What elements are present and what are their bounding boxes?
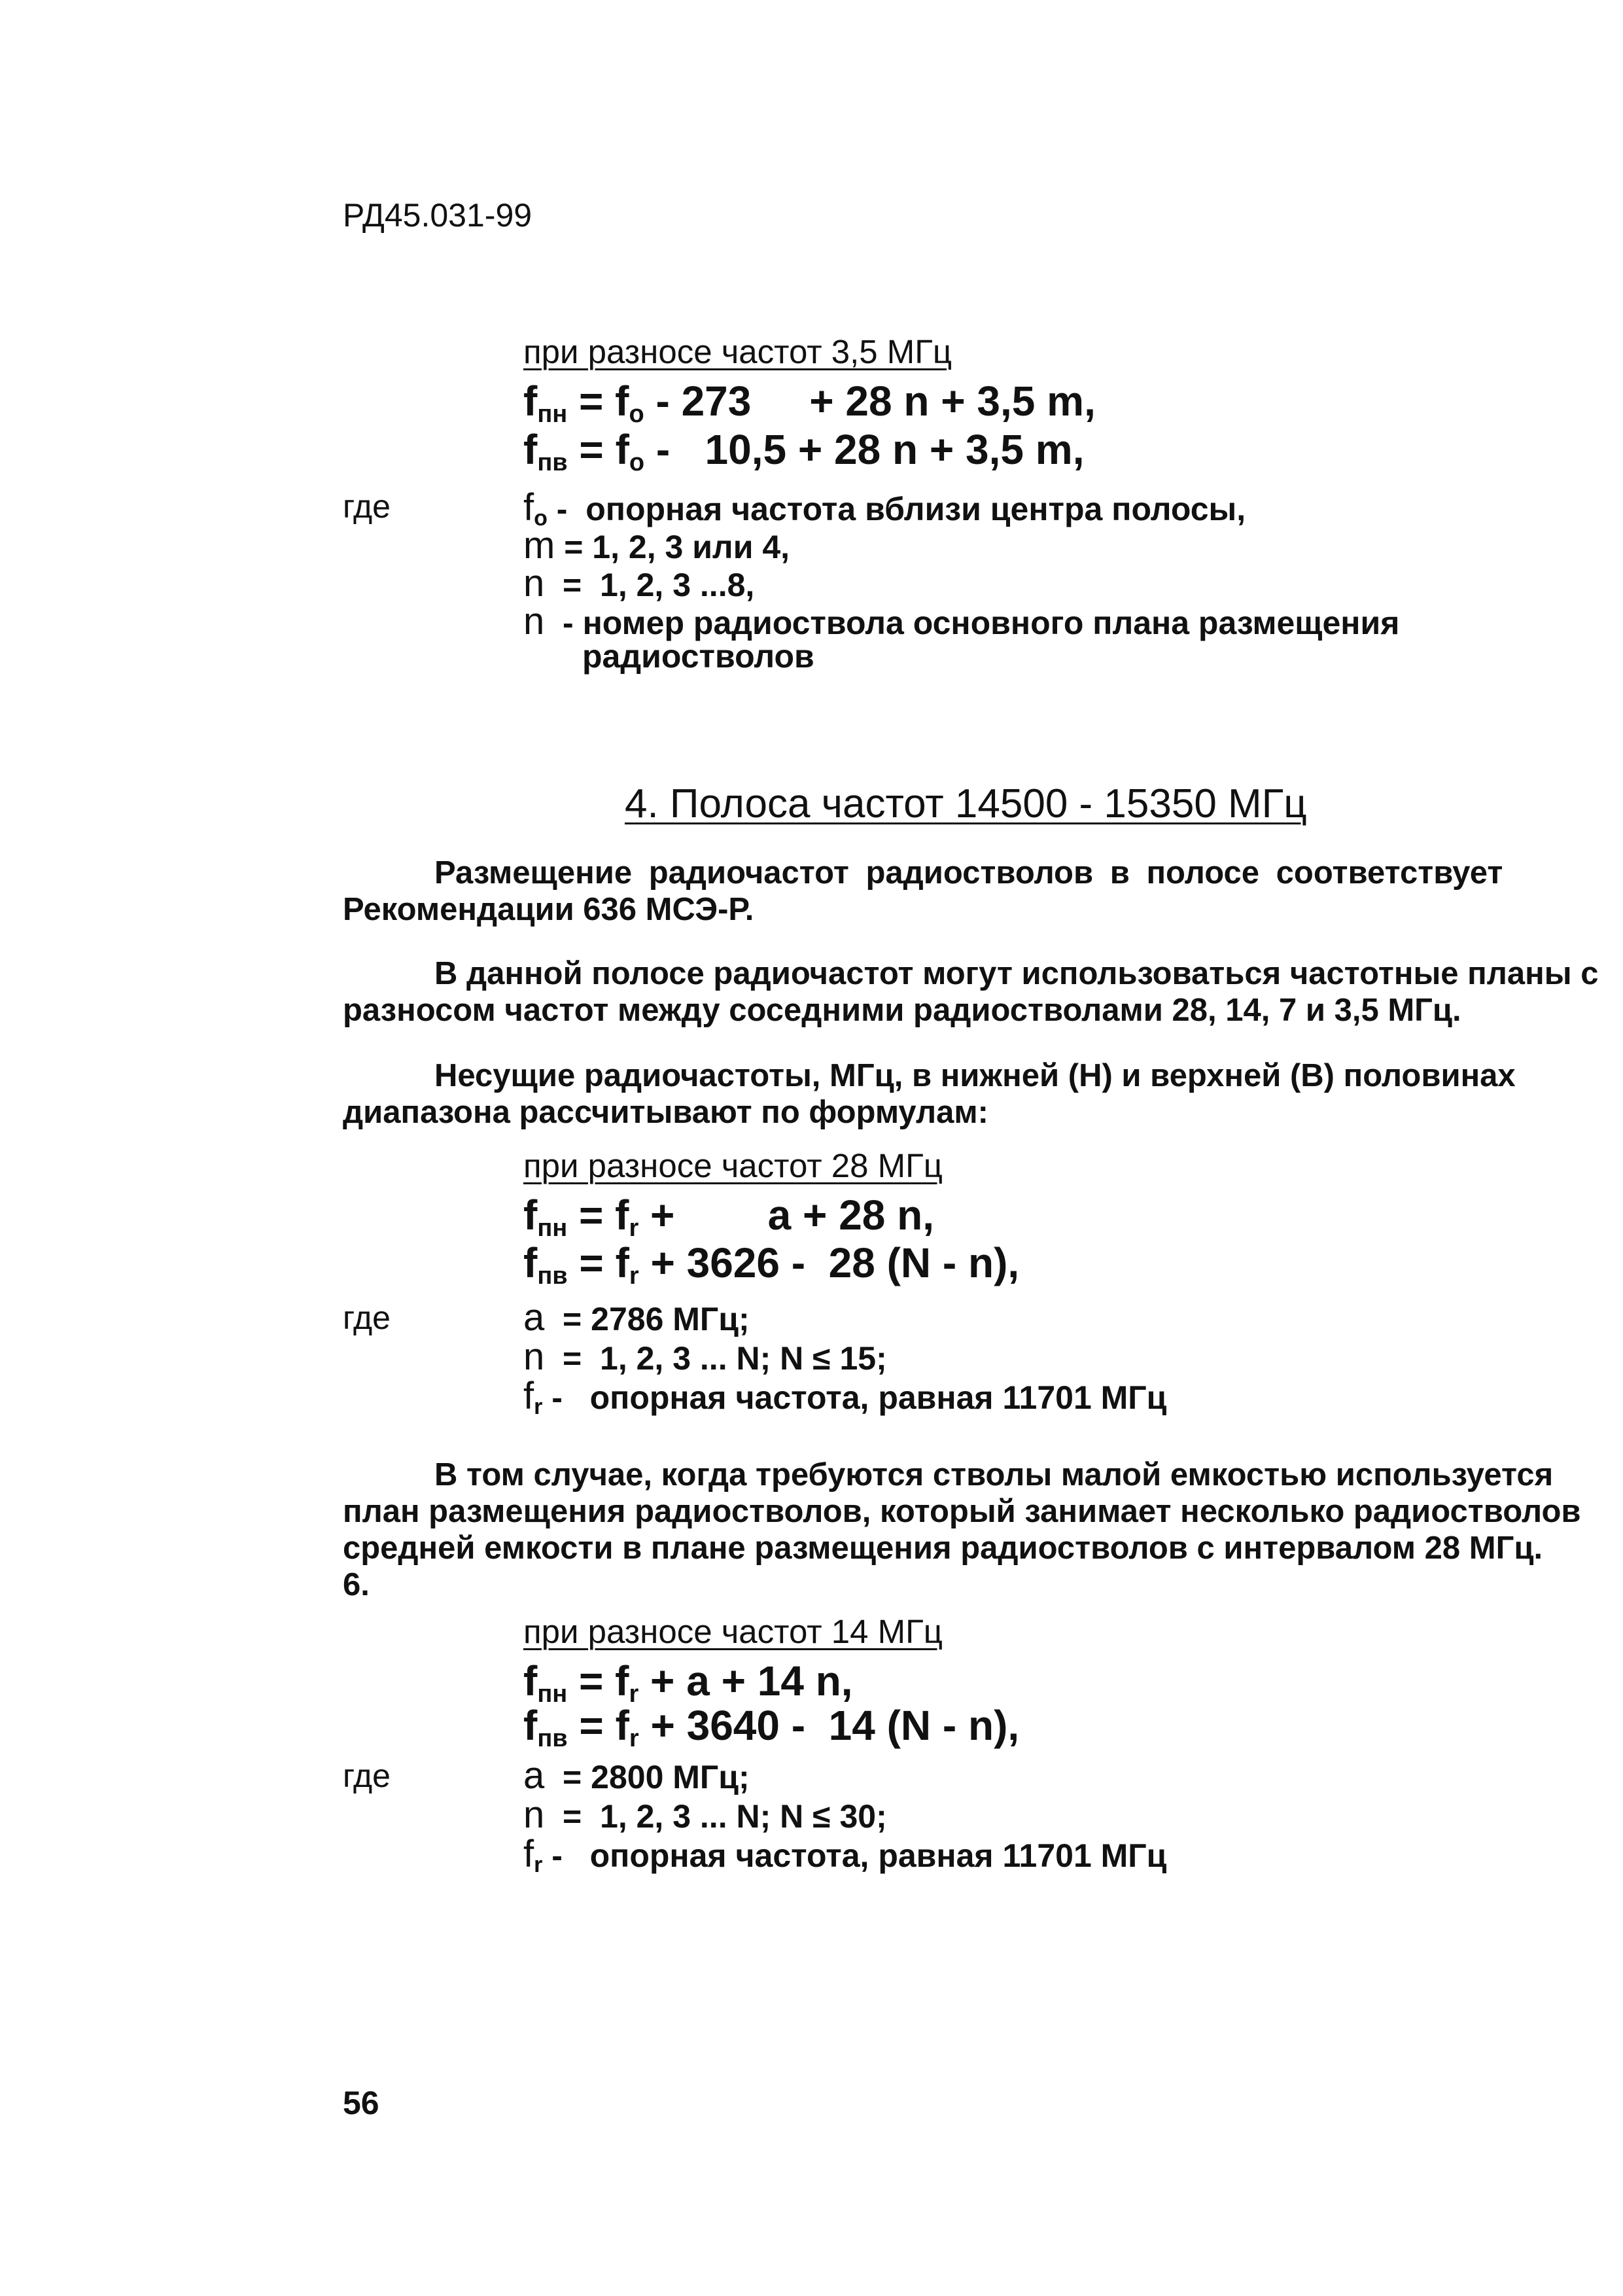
def-symbol: n: [523, 1335, 545, 1378]
paragraph-2-line-2: разносом частот между соседними радиостволами 28, 14, 7 и 3,5 МГц.: [343, 993, 1461, 1028]
def-text: = 1, 2, 3 или 4,: [555, 529, 790, 565]
formula-tail: + 3626 - 28 (N - n),: [638, 1239, 1020, 1286]
subtitle-14mhz: при разносе частот 14 МГц: [523, 1613, 943, 1650]
def-text: - опорная частота, равная 11701 МГц: [542, 1379, 1167, 1416]
def-text: = 2800 МГц;: [544, 1759, 750, 1795]
def-symbol: n: [523, 1793, 545, 1836]
formula-subscript: r: [629, 1680, 639, 1708]
formula-symbol: f: [523, 1702, 538, 1749]
definition-fr: [523, 1832, 1166, 1878]
document-code: РД45.031-99: [343, 197, 532, 234]
formula-expr: = f: [567, 1192, 629, 1239]
formula-fpv-14: [523, 1701, 1019, 1753]
formula-tail: + 3640 - 14 (N - n),: [638, 1702, 1020, 1749]
def-symbol: a: [523, 1296, 545, 1339]
formula-expr: = f: [567, 1702, 629, 1749]
def-symbol: m: [523, 524, 555, 567]
definition-fr: [523, 1374, 1166, 1420]
formula-subscript: пв: [537, 1262, 568, 1290]
def-symbol: n: [523, 562, 545, 605]
formula-symbol: f: [523, 1657, 538, 1704]
definition-n-le-30: [523, 1793, 887, 1837]
paragraph-3-line-2: диапазона рассчитывают по формулам:: [343, 1095, 988, 1130]
definition-n-number: [523, 599, 1399, 643]
def-text: - номер радиоствола основного плана размещения: [544, 605, 1400, 641]
definition-a-2786: [523, 1296, 750, 1339]
formula-expr: = f: [567, 426, 629, 473]
page-number: 56: [343, 2085, 379, 2121]
formula-symbol: f: [523, 1239, 538, 1286]
formula-fpv-28: [523, 1239, 1019, 1290]
formula-subscript: пн: [537, 1214, 568, 1242]
formula-expr: = f: [567, 1239, 629, 1286]
formula-subscript: o: [629, 400, 644, 428]
def-symbol: f: [523, 1375, 534, 1417]
def-text: = 1, 2, 3 ...8,: [544, 567, 755, 603]
formula-tail: + a + 14 n,: [638, 1657, 853, 1704]
definition-n-range: [523, 561, 754, 605]
def-symbol: a: [523, 1754, 545, 1797]
paragraph-4-line-4: 6.: [343, 1567, 370, 1602]
formula-fpn-28: [523, 1191, 934, 1243]
formula-tail: - 10,5 + 28 n + 3,5 m,: [644, 426, 1085, 473]
def-subscript: r: [534, 1852, 543, 1877]
formula-expr: = f: [567, 378, 629, 425]
def-text: = 2786 МГц;: [544, 1301, 750, 1337]
def-symbol: n: [523, 600, 545, 643]
def-text: - опорная частота вблизи центра полосы,: [547, 491, 1246, 527]
def-subscript: o: [534, 506, 548, 531]
where-label: где: [343, 488, 391, 525]
formula-subscript: r: [629, 1262, 639, 1290]
def-subscript: r: [534, 1394, 543, 1419]
formula-fpn-3-5: [523, 377, 1096, 429]
formula-symbol: f: [523, 426, 538, 473]
formula-tail: + a + 28 n,: [638, 1192, 935, 1239]
formula-subscript: пн: [537, 1680, 568, 1708]
paragraph-1-line-2: Рекомендации 636 МСЭ-Р.: [343, 892, 754, 927]
formula-subscript: пв: [537, 449, 568, 476]
definition-n-le-15: [523, 1335, 887, 1379]
formula-subscript: o: [629, 449, 645, 476]
formula-fpv-3-5: [523, 425, 1084, 477]
definition-m: [523, 523, 790, 567]
def-symbol: f: [523, 486, 534, 529]
formula-tail: - 273 + 28 n + 3,5 m,: [644, 378, 1096, 425]
paragraph-4-line-3: средней емкости в плане размещения радиостволов с интервалом 28 МГц.: [343, 1530, 1543, 1566]
paragraph-4-line-1: В том случае, когда требуются стволы малой емкостью используется: [434, 1457, 1554, 1492]
formula-subscript: r: [629, 1725, 639, 1752]
def-symbol: f: [523, 1833, 534, 1875]
definition-a-2800: [523, 1754, 750, 1797]
def-text: = 1, 2, 3 ... N; N ≤ 15;: [544, 1340, 887, 1377]
subtitle-3-5mhz: при разносе частот 3,5 МГц: [523, 333, 952, 370]
subtitle-28mhz: при разносе частот 28 МГц: [523, 1147, 943, 1184]
where-label: где: [343, 1299, 391, 1336]
paragraph-4-line-2: план размещения радиостволов, который занимает несколько радиостволов: [343, 1494, 1581, 1529]
formula-expr: = f: [567, 1657, 629, 1704]
def-text: - опорная частота, равная 11701 МГц: [542, 1837, 1167, 1874]
definition-n-number-cont: радиостволов: [582, 638, 814, 675]
def-text: = 1, 2, 3 ... N; N ≤ 30;: [544, 1798, 887, 1835]
paragraph-1-line-1: Размещение радиочастот радиостволов в полосе соответствует: [434, 855, 1503, 891]
paragraph-2-line-1: В данной полосе радиочастот могут использоваться частотные планы с: [434, 956, 1599, 991]
where-label: где: [343, 1757, 391, 1794]
section-title: 4. Полоса частот 14500 - 15350 МГц: [625, 781, 1307, 826]
formula-subscript: r: [629, 1214, 639, 1242]
formula-symbol: f: [523, 1192, 538, 1239]
formula-symbol: f: [523, 378, 538, 425]
formula-subscript: пв: [537, 1725, 568, 1752]
formula-subscript: пн: [537, 400, 568, 428]
paragraph-3-line-1: Несущие радиочастоты, МГц, в нижней (Н) и верхней (В) половинах: [434, 1058, 1516, 1093]
